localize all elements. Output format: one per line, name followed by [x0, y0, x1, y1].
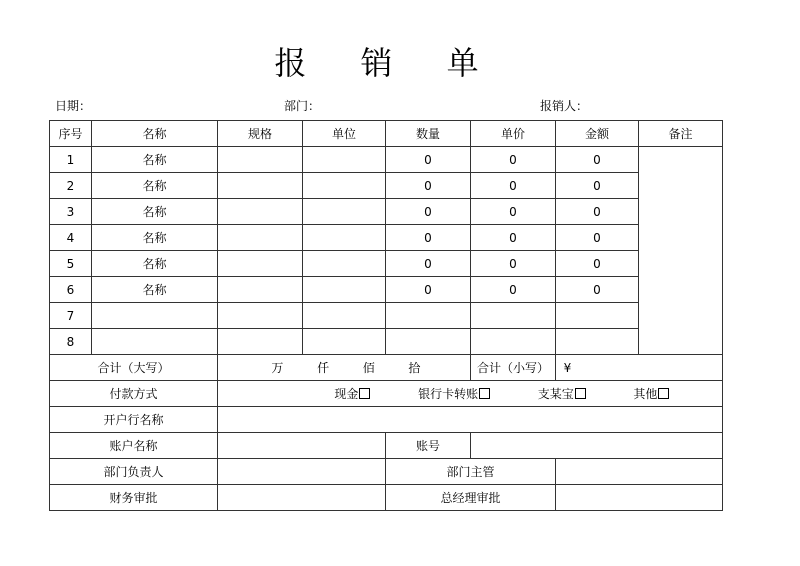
date-label: 日期：	[55, 99, 92, 113]
table-row	[50, 251, 723, 277]
column-header-name: 名称	[92, 121, 218, 147]
item-quantity[interactable]: 0	[386, 251, 471, 277]
item-spec[interactable]	[218, 173, 303, 199]
table-row	[50, 277, 723, 303]
item-name[interactable]	[92, 329, 218, 355]
dept-manager-field[interactable]	[556, 459, 723, 485]
total-lowercase-field[interactable]	[556, 355, 723, 381]
checkbox-icon[interactable]	[575, 388, 586, 399]
checkbox-icon[interactable]	[359, 388, 370, 399]
item-amount[interactable]: 0	[556, 199, 639, 225]
unit-qian: 仟	[317, 361, 330, 375]
row-number: 5	[50, 251, 92, 277]
bank-name-field[interactable]	[218, 407, 723, 433]
item-spec[interactable]	[218, 225, 303, 251]
item-quantity[interactable]	[386, 329, 471, 355]
item-spec[interactable]	[218, 329, 303, 355]
item-unit[interactable]	[303, 199, 386, 225]
item-unit-price[interactable]: 0	[471, 277, 556, 303]
row-number: 7	[50, 303, 92, 329]
item-unit-price[interactable]	[471, 303, 556, 329]
table-row	[50, 303, 723, 329]
payment-row	[50, 381, 723, 407]
item-amount[interactable]: 0	[556, 251, 639, 277]
item-unit[interactable]	[303, 329, 386, 355]
item-quantity[interactable]: 0	[386, 277, 471, 303]
department-label: 部门：	[284, 99, 321, 113]
item-amount[interactable]: 0	[556, 225, 639, 251]
payment-option-other[interactable]: 其他	[633, 385, 669, 402]
item-quantity[interactable]: 0	[386, 173, 471, 199]
item-name[interactable]: 名称	[92, 199, 218, 225]
column-header-unit: 单位	[303, 121, 386, 147]
checkbox-icon[interactable]	[658, 388, 669, 399]
payment-option-cash[interactable]: 现金	[334, 385, 370, 402]
item-name[interactable]: 名称	[92, 173, 218, 199]
table-header-row	[50, 121, 723, 147]
item-name[interactable]: 名称	[92, 251, 218, 277]
page-title: 报 销 单	[274, 44, 501, 82]
account-number-field[interactable]	[471, 433, 723, 459]
item-amount[interactable]: 0	[556, 173, 639, 199]
gm-approval-field[interactable]	[556, 485, 723, 511]
item-unit[interactable]	[303, 303, 386, 329]
row-number: 4	[50, 225, 92, 251]
item-spec[interactable]	[218, 251, 303, 277]
item-name[interactable]: 名称	[92, 277, 218, 303]
finance-approval-label: 财务审批	[50, 485, 218, 511]
row-number: 3	[50, 199, 92, 225]
row-number: 6	[50, 277, 92, 303]
item-spec[interactable]	[218, 199, 303, 225]
finance-approval-field[interactable]	[218, 485, 386, 511]
item-amount[interactable]	[556, 303, 639, 329]
total-lowercase-label: 合计（小写）	[471, 355, 556, 381]
dept-manager-label: 部门主管	[386, 459, 556, 485]
item-unit-price[interactable]: 0	[471, 173, 556, 199]
item-unit-price[interactable]: 0	[471, 199, 556, 225]
payment-option-alipay[interactable]: 支某宝	[538, 385, 586, 402]
item-quantity[interactable]	[386, 303, 471, 329]
account-name-field[interactable]	[218, 433, 386, 459]
item-quantity[interactable]: 0	[386, 225, 471, 251]
column-header-unit-price: 单价	[471, 121, 556, 147]
unit-bai: 佰	[362, 361, 375, 375]
total-uppercase-field[interactable]	[218, 355, 471, 381]
total-row	[50, 355, 723, 381]
item-amount[interactable]: 0	[556, 277, 639, 303]
table-row	[50, 173, 723, 199]
item-amount[interactable]: 0	[556, 147, 639, 173]
payment-options	[218, 381, 723, 407]
checkbox-icon[interactable]	[479, 388, 490, 399]
total-uppercase-label: 合计（大写）	[50, 355, 218, 381]
item-unit[interactable]	[303, 225, 386, 251]
table-row	[50, 199, 723, 225]
table-row	[50, 329, 723, 355]
item-unit-price[interactable]: 0	[471, 251, 556, 277]
unit-shi: 拾	[408, 361, 421, 375]
claimant-label: 报销人：	[540, 99, 589, 113]
item-unit-price[interactable]: 0	[471, 147, 556, 173]
row-number: 2	[50, 173, 92, 199]
remarks-cell[interactable]	[639, 147, 723, 355]
bank-row	[50, 407, 723, 433]
dept-approval-row	[50, 459, 723, 485]
gm-approval-label: 总经理审批	[386, 485, 556, 511]
payment-method-label: 付款方式	[50, 381, 218, 407]
item-unit[interactable]	[303, 277, 386, 303]
item-spec[interactable]	[218, 277, 303, 303]
item-unit[interactable]	[303, 251, 386, 277]
item-unit[interactable]	[303, 173, 386, 199]
item-name[interactable]	[92, 303, 218, 329]
row-number: 1	[50, 147, 92, 173]
expense-table	[49, 120, 723, 511]
account-number-label: 账号	[386, 433, 471, 459]
item-unit[interactable]	[303, 147, 386, 173]
item-unit-price[interactable]: 0	[471, 225, 556, 251]
item-name[interactable]: 名称	[92, 147, 218, 173]
dept-head-field[interactable]	[218, 459, 386, 485]
payment-option-bank-transfer[interactable]: 银行卡转账	[418, 385, 490, 402]
column-header-amount: 金额	[556, 121, 639, 147]
item-amount[interactable]	[556, 329, 639, 355]
bank-name-label: 开户行名称	[50, 407, 218, 433]
table-row	[50, 147, 723, 173]
currency-symbol: ¥	[563, 360, 572, 375]
item-unit-price[interactable]	[471, 329, 556, 355]
dept-head-label: 部门负责人	[50, 459, 218, 485]
item-quantity[interactable]: 0	[386, 199, 471, 225]
account-name-label: 账户名称	[50, 433, 218, 459]
column-header-no: 序号	[50, 121, 92, 147]
item-name[interactable]: 名称	[92, 225, 218, 251]
item-spec[interactable]	[218, 147, 303, 173]
row-number: 8	[50, 329, 92, 355]
finance-approval-row	[50, 485, 723, 511]
account-row	[50, 433, 723, 459]
item-quantity[interactable]: 0	[386, 147, 471, 173]
column-header-quantity: 数量	[386, 121, 471, 147]
table-row	[50, 225, 723, 251]
column-header-spec: 规格	[218, 121, 303, 147]
item-spec[interactable]	[218, 303, 303, 329]
column-header-remarks: 备注	[639, 121, 723, 147]
unit-wan: 万	[271, 361, 284, 375]
